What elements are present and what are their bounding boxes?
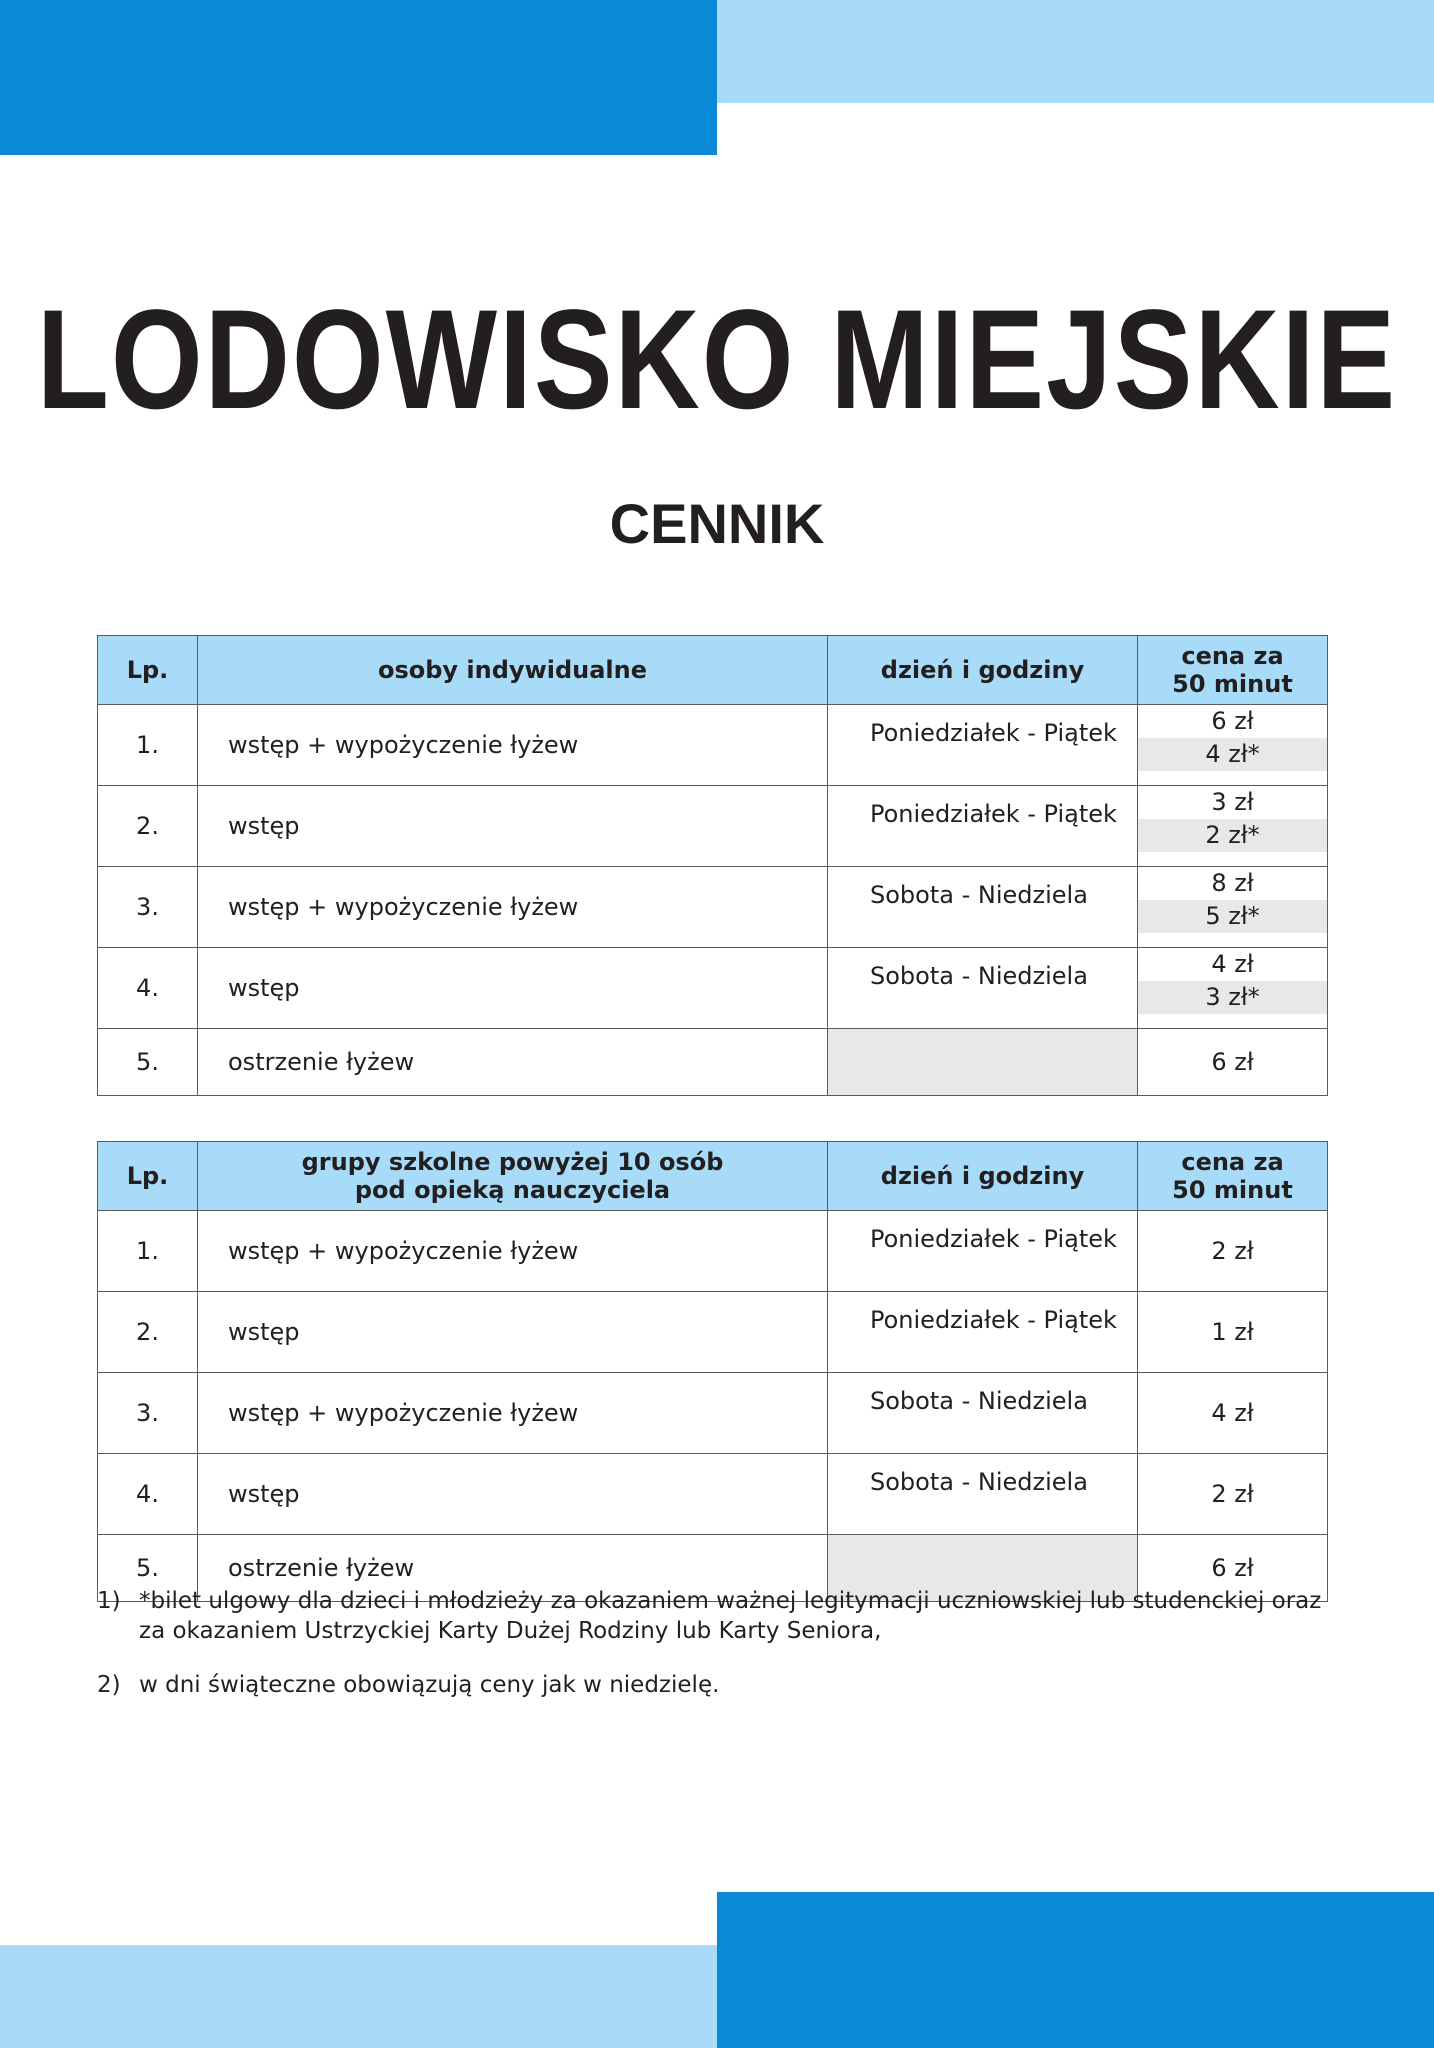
row-price: [1138, 948, 1328, 1029]
table-row: [98, 867, 1328, 948]
row-service: wstęp + wypożyczenie łyżew: [198, 705, 828, 786]
row-lp: 3.: [98, 867, 198, 948]
row-days: Poniedziałek - Piątek: [828, 1211, 1138, 1292]
table-row: [98, 1292, 1328, 1373]
table-row: [98, 1029, 1328, 1096]
row-price: 2 zł: [1138, 1454, 1328, 1535]
row-price: 1 zł: [1138, 1292, 1328, 1373]
price-regular: 6 zł: [1211, 707, 1254, 735]
header-days: dzień i godziny: [828, 636, 1138, 705]
row-service: wstęp + wypożyczenie łyżew: [198, 867, 828, 948]
row-price: 4 zł: [1138, 1373, 1328, 1454]
row-price: 6 zł: [1138, 1535, 1328, 1602]
price-table-individual: [97, 635, 1328, 1096]
page-title: LODOWISKO MIEJSKIE: [36, 280, 1398, 440]
price-list-heading: CENNIK: [609, 492, 825, 555]
row-service: wstęp: [198, 1292, 828, 1373]
row-lp: 5.: [98, 1029, 198, 1096]
price-reduced: 3 zł*: [1138, 981, 1327, 1014]
price-table-groups: [97, 1141, 1328, 1602]
row-price: 2 zł: [1138, 1211, 1328, 1292]
row-days: Poniedziałek - Piątek: [828, 1292, 1138, 1373]
table-row: [98, 1454, 1328, 1535]
row-price: 6 zł: [1138, 1029, 1328, 1096]
row-lp: 2.: [98, 786, 198, 867]
header-days: dzień i godziny: [828, 1142, 1138, 1211]
footnote-number: 1): [97, 1588, 121, 1614]
table-row: [98, 948, 1328, 1029]
row-lp: 4.: [98, 948, 198, 1029]
row-service: wstęp + wypożyczenie łyżew: [198, 1373, 828, 1454]
row-days: Sobota - Niedziela: [828, 1454, 1138, 1535]
row-lp: 1.: [98, 705, 198, 786]
table-row: [98, 1373, 1328, 1454]
row-days: Sobota - Niedziela: [828, 867, 1138, 948]
table-row: [98, 1211, 1328, 1292]
row-lp: 3.: [98, 1373, 198, 1454]
price-reduced: 4 zł*: [1138, 738, 1327, 771]
row-lp: 5.: [98, 1535, 198, 1602]
row-lp: 1.: [98, 1211, 198, 1292]
table-header-row: [98, 1142, 1328, 1211]
price-regular: 3 zł: [1211, 788, 1254, 816]
row-days: Sobota - Niedziela: [828, 948, 1138, 1029]
row-service: ostrzenie łyżew: [198, 1535, 828, 1602]
footnotes: [97, 1586, 1337, 1724]
row-price: [1138, 867, 1328, 948]
header-price: cena za 50 minut: [1138, 636, 1328, 705]
corner-band-bottom-right: [717, 1892, 1434, 2048]
price-reduced: 2 zł*: [1138, 819, 1327, 852]
footnote-text: w dni świąteczne obowiązują ceny jak w niedzielę.: [139, 1672, 720, 1698]
footnote: [97, 1586, 1337, 1646]
row-service: ostrzenie łyżew: [198, 1029, 828, 1096]
header-category: osoby indywidualne: [198, 636, 828, 705]
row-service: wstęp: [198, 786, 828, 867]
table-row: [98, 786, 1328, 867]
row-service: wstęp: [198, 1454, 828, 1535]
footnote: [97, 1670, 1337, 1700]
price-regular: 4 zł: [1211, 950, 1254, 978]
row-days-empty: [828, 1029, 1138, 1096]
corner-band-top-left: [0, 0, 717, 155]
row-lp: 4.: [98, 1454, 198, 1535]
price-reduced: 5 zł*: [1138, 900, 1327, 933]
corner-band-top-right: [717, 0, 1434, 103]
row-lp: 2.: [98, 1292, 198, 1373]
row-service: wstęp: [198, 948, 828, 1029]
row-days: Sobota - Niedziela: [828, 1373, 1138, 1454]
footnote-number: 2): [97, 1672, 121, 1698]
row-price: [1138, 705, 1328, 786]
table-row: [98, 705, 1328, 786]
table-header-row: [98, 636, 1328, 705]
row-service: wstęp + wypożyczenie łyżew: [198, 1211, 828, 1292]
row-days: Poniedziałek - Piątek: [828, 705, 1138, 786]
header-category: grupy szkolne powyżej 10 osób pod opieką nauczyciela: [198, 1142, 828, 1211]
header-price: cena za 50 minut: [1138, 1142, 1328, 1211]
header-lp: Lp.: [98, 1142, 198, 1211]
row-price: [1138, 786, 1328, 867]
header-lp: Lp.: [98, 636, 198, 705]
corner-band-bottom-left: [0, 1945, 717, 2048]
price-regular: 8 zł: [1211, 869, 1254, 897]
footnote-text: *bilet ulgowy dla dzieci i młodzieży za okazaniem ważnej legitymacji uczniowskiej lub studenckiej oraz za okazaniem Ustrzyckiej Karty Dużej Rodziny lub Karty Seniora,: [139, 1588, 1322, 1644]
row-days: Poniedziałek - Piątek: [828, 786, 1138, 867]
